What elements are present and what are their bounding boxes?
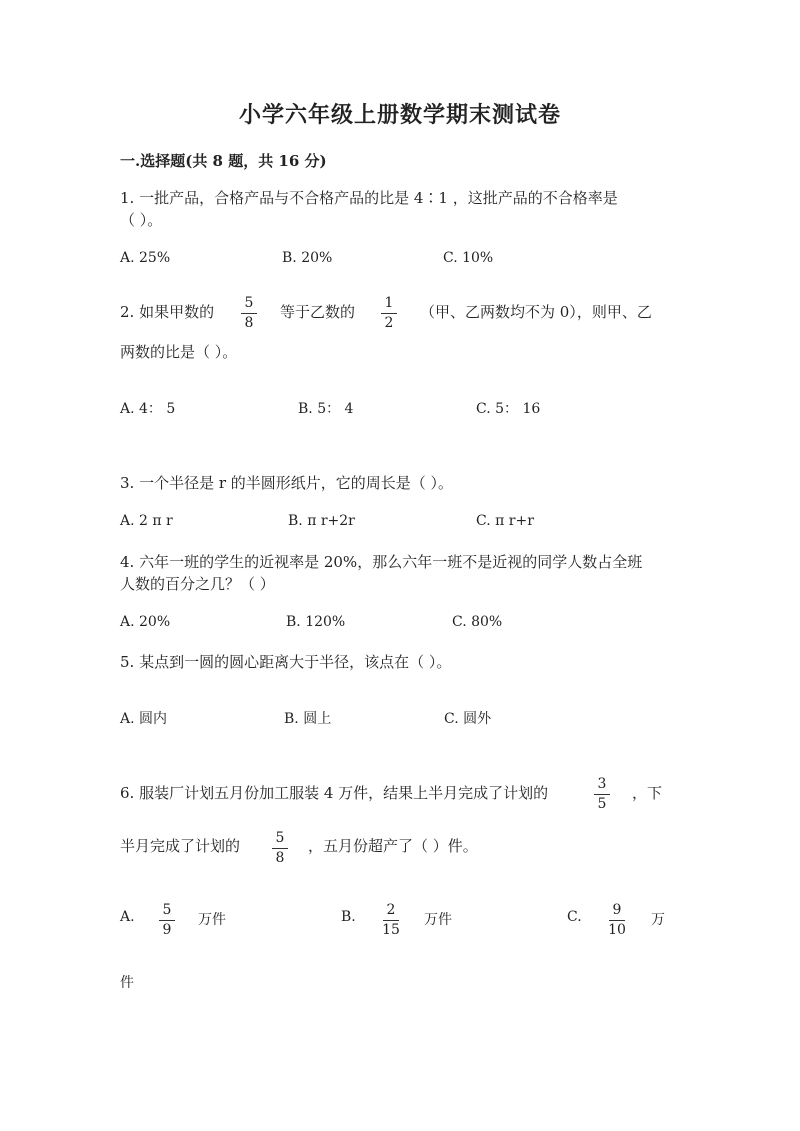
q5-option-c: C. 圆外 (444, 711, 492, 727)
q4-line1: 4. 六年一班的学生的近视率是 20%，那么六年一班不是近视的同学人数占全班 (120, 553, 643, 571)
q6-option-c-unit: 万 (651, 912, 665, 928)
q6-fraction-1-num: 3 (597, 776, 607, 792)
q4-option-b: B. 120% (286, 614, 346, 630)
q5-option-b: B. 圆上 (284, 711, 332, 727)
q3-option-b: B. π r+2r (288, 513, 355, 529)
q6-fraction-2-num: 5 (275, 830, 285, 846)
q2-fraction-1-num: 5 (244, 295, 254, 311)
q6-option-c-label: C. (567, 909, 582, 925)
q2-post: （甲、乙两数均不为 0），则甲、乙 (420, 303, 652, 321)
q3-option-c: C. π r+r (476, 513, 534, 529)
q6-option-b-fraction (378, 903, 404, 938)
q6-option-a-den: 9 (162, 922, 172, 938)
q2-fraction-2-den: 2 (384, 315, 394, 331)
q5-option-a: A. 圆内 (120, 711, 168, 727)
q2-option-a: A. 4： 5 (120, 401, 176, 417)
q6-fraction-2-den: 8 (275, 850, 285, 866)
q6-option-c-wrap: 件 (120, 975, 134, 991)
q6-line2-pre: 半月完成了计划的 (120, 837, 241, 855)
q2-line2: 两数的比是（ ）。 (120, 343, 238, 361)
q1-option-b: B. 20% (282, 250, 333, 266)
q6-option-b-den: 15 (382, 922, 400, 938)
q2-pre: 2. 如果甲数的 (120, 303, 215, 321)
q6-option-a-fraction (154, 903, 180, 938)
q3-text: 3. 一个半径是 r 的半圆形纸片，它的周长是（ ）。 (120, 474, 454, 492)
q2-fraction-1 (236, 296, 262, 331)
q6-fraction-2 (267, 831, 293, 866)
q6-post: ，下 (632, 784, 663, 802)
section-heading: 一.选择题(共 8 题，共 16 分) (120, 152, 327, 170)
q6-option-b-num: 2 (386, 902, 396, 918)
q1-option-c: C. 10% (443, 250, 494, 266)
q2-option-c: C. 5： 16 (476, 401, 541, 417)
q1-option-a: A. 25% (120, 250, 171, 266)
q6-option-a-num: 5 (162, 902, 172, 918)
q6-option-a-label: A. (120, 909, 135, 925)
q6-option-c-num: 9 (612, 902, 622, 918)
q6-fraction-1 (589, 777, 615, 812)
q6-option-b-label: B. (341, 909, 356, 925)
q1-line2: （ ）。 (120, 211, 163, 229)
q2-option-b: B. 5： 4 (298, 401, 354, 417)
q6-line2-post: ，五月份超产了（ ）件。 (308, 837, 478, 855)
q1-line1: 1. 一批产品，合格产品与不合格产品的比是 4∶1 ，这批产品的不合格率是 (120, 189, 618, 207)
q6-option-a-unit: 万件 (198, 912, 226, 928)
q5-text: 5. 某点到一圆的圆心距离大于半径，该点在（ ）。 (120, 653, 452, 671)
q2-fraction-1-den: 8 (244, 315, 254, 331)
q6-fraction-1-den: 5 (597, 796, 607, 812)
page-title: 小学六年级上册数学期末测试卷 (238, 102, 561, 128)
q4-line2: 人数的百分之几？（ ） (120, 575, 275, 593)
q4-option-c: C. 80% (452, 614, 503, 630)
q3-option-a: A. 2 π r (120, 513, 173, 529)
q2-mid: 等于乙数的 (280, 303, 356, 321)
q6-pre: 6. 服装厂计划五月份加工服装 4 万件，结果上半月完成了计划的 (120, 784, 549, 802)
q2-fraction-2-num: 1 (384, 295, 394, 311)
q4-option-a: A. 20% (120, 614, 171, 630)
q6-option-c-den: 10 (608, 922, 626, 938)
q6-option-b-unit: 万件 (424, 912, 452, 928)
q6-option-c-fraction (604, 903, 630, 938)
q2-fraction-2 (376, 296, 402, 331)
